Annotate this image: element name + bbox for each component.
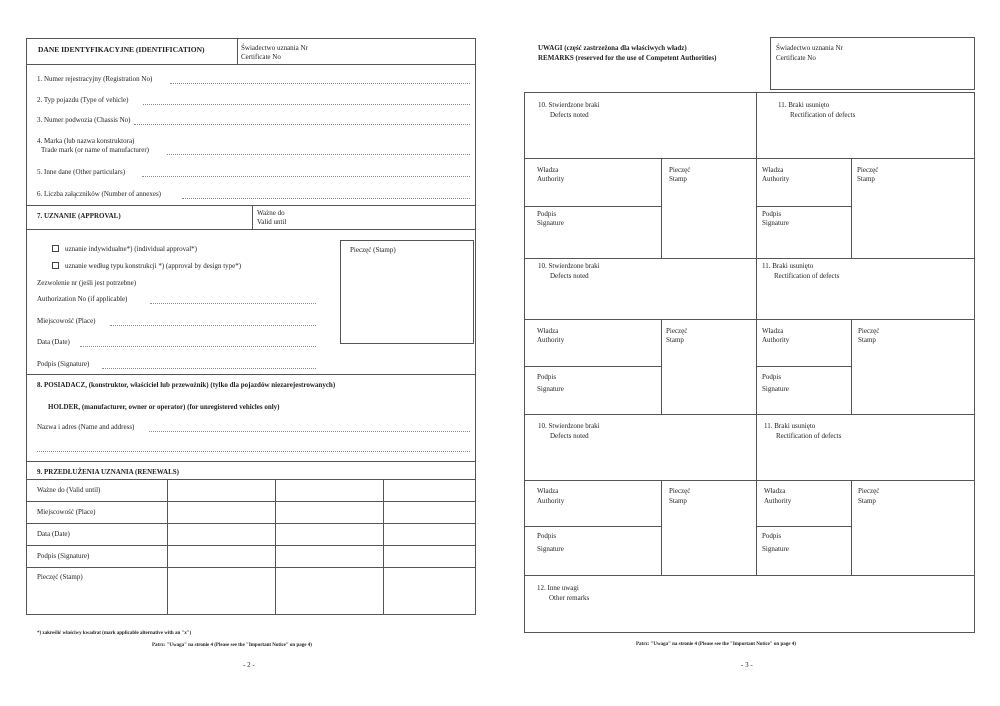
other-remarks-sub: Other remarks	[549, 594, 590, 602]
authority-en-2a: Authority	[537, 336, 565, 344]
remarks-header-en: REMARKS (reserved for the use of Competent Authorities)	[538, 54, 717, 62]
signature-en-1a: Signature	[537, 219, 564, 227]
renewal-date: Data (Date)	[37, 530, 70, 538]
certificate-label-pl-right: Świadectwo uznania Nr	[776, 44, 843, 52]
signature-pl-2a: Podpis	[537, 373, 557, 381]
important-notice-left: Patrz: "Uwaga" na stronie 4 (Please see the "Important Notice" on page 4)	[152, 643, 312, 648]
name-address-line-1[interactable]	[149, 431, 470, 432]
name-address-line-2[interactable]	[37, 451, 470, 452]
authority-en-2b: Authority	[762, 336, 790, 344]
renewal-place: Miejscowość (Place)	[37, 508, 96, 516]
defects-sub-1: Defects noted	[550, 111, 589, 119]
authority-pl-2b: Władza	[762, 327, 784, 335]
defects-sub-3: Defects noted	[550, 432, 589, 440]
signature-line[interactable]	[102, 368, 316, 369]
signature-pl-3a: Podpis	[537, 532, 557, 540]
signature-en-3b: Signature	[762, 545, 789, 553]
page-number-3: - 3 -	[741, 661, 753, 669]
signature-en-3a: Signature	[537, 545, 564, 553]
field-chassis: 3. Numer podwozia (Chassis No)	[37, 116, 131, 124]
defects-sub-2: Defects noted	[550, 272, 589, 280]
renewal-signature: Podpis (Signature)	[37, 552, 90, 560]
date-label: Data (Date)	[37, 338, 70, 346]
stamp-en-2b: Stamp	[858, 336, 876, 344]
signature-en-1b: Signature	[762, 219, 789, 227]
holder-title-en: HOLDER, (manufacturer, owner or operator) (for unregistered vehicles only)	[48, 403, 280, 411]
stamp-en-3b: Stamp	[858, 497, 876, 505]
authority-pl-1a: Władza	[537, 166, 559, 174]
rectification-label-3: 11. Braki usunięto	[764, 422, 816, 430]
renewal-stamp: Pieczęć (Stamp)	[37, 573, 83, 581]
design-type-approval-checkbox[interactable]	[52, 262, 59, 269]
date-line[interactable]	[80, 346, 316, 347]
certificate-label-en: Certificate No	[241, 53, 281, 61]
stamp-pl-2a: Pieczęć	[666, 327, 688, 335]
authorization-line[interactable]	[150, 303, 316, 304]
stamp-pl-1b: Pieczęć	[857, 166, 879, 174]
certificate-label-en-right: Certificate No	[776, 54, 816, 62]
authority-en-1b: Authority	[762, 175, 790, 183]
field-registration: 1. Numer rejestracyjny (Registration No)	[37, 75, 153, 83]
signature-en-2a: Signature	[537, 385, 564, 393]
defects-label-2: 10. Stwierdzone braki	[538, 262, 600, 270]
approval-title: 7. UZNANIE (APPROVAL)	[37, 212, 121, 220]
signature-pl-3b: Podpis	[762, 532, 782, 540]
footnote: *) zakreślić właściwy kwadrat (mark applicable alternative with an "x")	[37, 631, 192, 636]
holder-title-pl: 8. POSIADACZ, (konstruktor, właściciel lub przewoźnik) (tylko dla pojazdów niezarejestrowanych)	[37, 381, 336, 389]
signature-pl-2b: Podpis	[762, 373, 782, 381]
registration-line[interactable]	[170, 83, 470, 84]
stamp-pl-2b: Pieczęć	[858, 327, 880, 335]
authority-pl-3b: Władza	[764, 487, 786, 495]
name-address-label: Nazwa i adres (Name and address)	[37, 423, 135, 431]
defects-label-1: 10. Stwierdzone braki	[538, 101, 600, 109]
design-type-approval-label: uznanie według typu konstrukcji *) (approval by design type*)	[65, 262, 242, 270]
stamp-en-2a: Stamp	[666, 336, 684, 344]
valid-until-en: Valid until	[257, 218, 287, 226]
other-remarks-label: 12. Inne uwagi	[537, 584, 579, 592]
place-line[interactable]	[110, 325, 316, 326]
authorization-label-pl: Zezwolenie nr (jeśli jest potrzebne)	[37, 279, 137, 287]
remarks-header-pl: UWAGI (część zastrzeżona dla właściwych władz)	[538, 44, 687, 52]
authority-pl-3a: Władza	[537, 487, 559, 495]
field-trade-mark-pl: 4. Marka (lub nazwa konstruktora)	[37, 137, 135, 145]
rectification-sub-2: Rectification of defects	[774, 272, 840, 280]
signature-pl-1b: Podpis	[762, 210, 782, 218]
authority-en-3a: Authority	[537, 497, 565, 505]
stamp-pl-1a: Pieczęć	[669, 166, 691, 174]
place-label: Miejscowość (Place)	[37, 317, 96, 325]
renewals-title: 9. PRZEDŁUŻENIA UZNANIA (RENEWALS)	[37, 468, 179, 476]
renewal-valid-until: Ważne do (Valid until)	[37, 486, 101, 494]
page-number-2: - 2 -	[243, 661, 255, 669]
important-notice-right: Patrz: "Uwaga" na stronie 4 (Please see the "Important Notice" on page 4)	[636, 642, 796, 647]
authority-en-3b: Authority	[764, 497, 792, 505]
individual-approval-label: uznanie indywidualne*) (individual approval*)	[65, 245, 197, 253]
signature-pl-1a: Podpis	[537, 210, 557, 218]
stamp-en-3a: Stamp	[669, 497, 687, 505]
field-trade-mark-en: Trade mark (or name of manufacturer)	[41, 146, 150, 154]
approval-stamp-box[interactable]	[340, 240, 474, 344]
stamp-pl-3a: Pieczęć	[669, 487, 691, 495]
valid-until-pl: Ważne do	[257, 209, 285, 217]
individual-approval-checkbox[interactable]	[52, 245, 59, 252]
authority-pl-1b: Władza	[762, 166, 784, 174]
certificate-label-pl: Świadectwo uznania Nr	[241, 44, 308, 52]
annexes-line[interactable]	[182, 198, 470, 199]
vehicle-type-line[interactable]	[143, 104, 470, 105]
trade-mark-line[interactable]	[167, 154, 470, 155]
stamp-en-1a: Stamp	[669, 175, 687, 183]
authority-en-1a: Authority	[537, 175, 565, 183]
rectification-sub-1: Rectification of defects	[790, 111, 856, 119]
rectification-label-2: 11. Braki usunięto	[762, 262, 814, 270]
field-other-particulars: 5. Inne dane (Other particulars)	[37, 168, 126, 176]
approval-stamp-label: Pieczęć (Stamp)	[350, 246, 396, 254]
stamp-pl-3b: Pieczęć	[858, 487, 880, 495]
rectification-label-1: 11. Braki usunięto	[778, 101, 830, 109]
remarks-frame	[524, 92, 975, 633]
chassis-line[interactable]	[134, 124, 470, 125]
field-annexes: 6. Liczba załączników (Number of annexes)	[37, 190, 161, 198]
defects-label-3: 10. Stwierdzone braki	[538, 422, 600, 430]
stamp-en-1b: Stamp	[857, 175, 875, 183]
field-vehicle-type: 2. Typ pojazdu (Type of vehicle)	[37, 96, 129, 104]
rectification-sub-3: Rectification of defects	[776, 432, 842, 440]
authority-pl-2a: Władza	[537, 327, 559, 335]
identification-title: DANE IDENTYFIKACYJNE (IDENTIFICATION)	[38, 45, 205, 54]
signature-label: Podpis (Signature)	[37, 360, 90, 368]
authorization-label-en: Authorization No (if applicable)	[37, 295, 128, 303]
signature-en-2b: Signature	[762, 385, 789, 393]
other-particulars-line[interactable]	[142, 176, 470, 177]
